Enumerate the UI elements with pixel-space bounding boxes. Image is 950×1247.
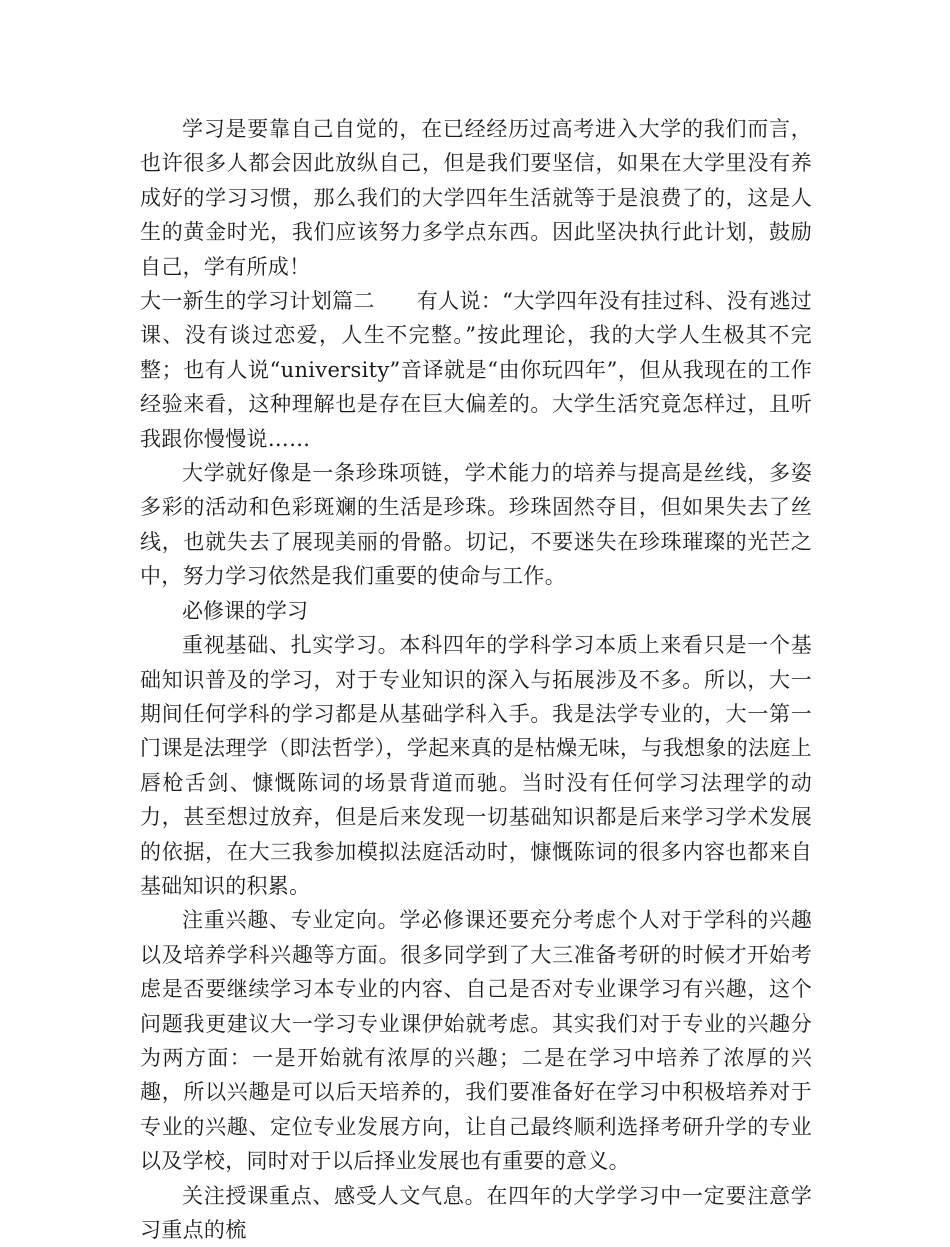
paragraph-3: 大学就好像是一条珍珠项链，学术能力的培养与提高是丝线，多姿多彩的活动和色彩斑斓的生活是珍珠。珍珠固然夺目，但如果失去了丝线，也就失去了展现美丽的骨骼。切记，不要迷失在珍珠璀璨的光芒之中，努力学习依然是我们重要的使命与工作。 — [140, 461, 812, 589]
paragraph-6: 注重兴趣、专业定向。学必修课还要充分考虑个人对于学科的兴趣以及培养学科兴趣等方面。很多同学到了大三准备考研的时候才开始考虑是否要继续学习本专业的内容、自己是否对专业课学习有兴趣，这个问题我更建议大一学习专业课伊始就考虑。其实我们对于专业的兴趣分为两方面：一是开始就有浓厚的兴趣；二是在学习中培养了浓厚的兴趣，所以兴趣是可以后天培养的，我们要准备好在学习中积极培养对于专业的兴趣、定位专业发展方向，让自己最终顺利选择考研升学的专业以及学校，同时对于以后择业发展也有重要的意义。 — [140, 908, 812, 1174]
paragraph-2 — [140, 284, 812, 456]
subheading-required-courses: 必修课的学习 — [182, 598, 308, 623]
paragraph-2-text: 有人说：“大学四年没有挂过科、没有逃过课、没有谈过恋爱，人生不完整。”按此理论，我的大学人生极其不完整；也有人说“university”音译就是“由你玩四年”，但从我现在的工作经验来看，这种理解也是存在巨大偏差的。大学生活究竟怎样过，且听我跟你慢慢说…… — [140, 289, 812, 451]
paragraph-5: 重视基础、扎实学习。本科四年的学科学习本质上来看只是一个基础知识普及的学习，对于专业知识的深入与拓展涉及不多。所以，大一期间任何学科的学习都是从基础学科入手。我是法学专业的，大一第一门课是法理学（即法哲学），学起来真的是枯燥无味，与我想象的法庭上唇枪舌剑、慷慨陈词的场景背道而驰。当时没有任何学习法理学的动力，甚至想过放弃，但是后来发现一切基础知识都是后来学习学术发展的依据，在大三我参加模拟法庭活动时，慷慨陈词的很多内容也都来自基础知识的积累。 — [140, 633, 812, 898]
paragraph-1: 学习是要靠自己自觉的，在已经经历过高考进入大学的我们而言，也许很多人都会因此放纵自己，但是我们要坚信，如果在大学里没有养成好的学习习惯，那么我们的大学四年生活就等于是浪费了的，这是人生的黄金时光，我们应该努力多学点东西。因此坚决执行此计划，鼓励自己，学有所成！ — [140, 117, 812, 279]
document-page — [140, 112, 812, 1247]
section-title: 大一新生的学习计划篇二 — [140, 289, 375, 314]
paragraph-7: 关注授课重点、感受人文气息。在四年的大学学习中一定要注意学习重点的梳 — [140, 1183, 812, 1242]
